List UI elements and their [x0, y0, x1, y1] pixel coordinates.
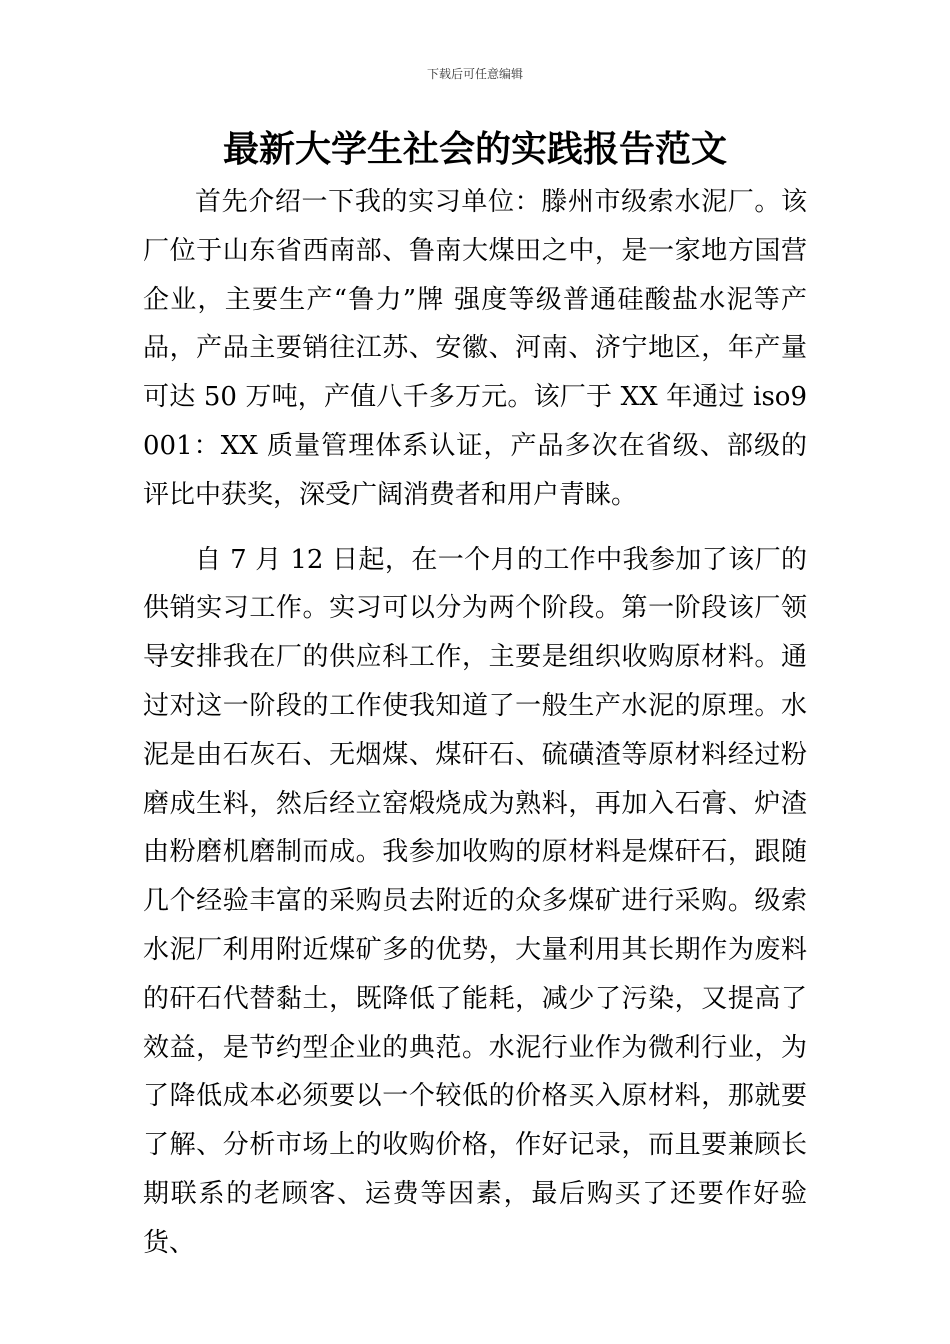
document-body: [143, 178, 807, 1268]
paragraph-1: 首先介绍一下我的实习单位：滕州市级索水泥厂。该厂位于山东省西南部、鲁南大煤田之中，是一家地方国营企业，主要生产“鲁力”牌 强度等级普通硅酸盐水泥等产品，产品主要销往江苏、安徽、河南、济宁地区，年产量可达 50 万吨，产值八千多万元。该厂于 XX 年通过 iso9001：XX 质量管理体系认证，产品多次在省级、部级的评比中获奖，深受广阔消费者和用户青睐。: [143, 187, 807, 510]
header-note: 下载后可任意编辑: [426, 67, 523, 81]
paragraph-2: 自 7 月 12 日起，在一个月的工作中我参加了该厂的供销实习工作。实习可以分为两个阶段。第一阶段该厂领导安排我在厂的供应科工作，主要是组织收购原材料。通过对这一阶段的工作使我知道了一般生产水泥的原理。水泥是由石灰石、无烟煤、煤矸石、硫磺渣等原材料经过粉磨成生料，然后经立窑煅烧成为熟料，再加入石膏、炉渣由粉磨机磨制而成。我参加收购的原材料是煤矸石，跟随几个经验丰富的采购员去附近的众多煤矿进行采购。级索水泥厂利用附近煤矿多的优势，大量利用其长期作为废料的矸石代替黏土，既降低了能耗，减少了污染，又提高了效益，是节约型企业的典范。水泥行业作为微利行业，为了降低成本必须要以一个较低的价格买入原材料，那就要了解、分析市场上的收购价格，作好记录，而且要兼顾长期联系的老顾客、运费等因素，最后购买了还要作好验货、: [143, 544, 807, 1258]
document-title: 最新大学生社会的实践报告范文: [222, 129, 727, 170]
